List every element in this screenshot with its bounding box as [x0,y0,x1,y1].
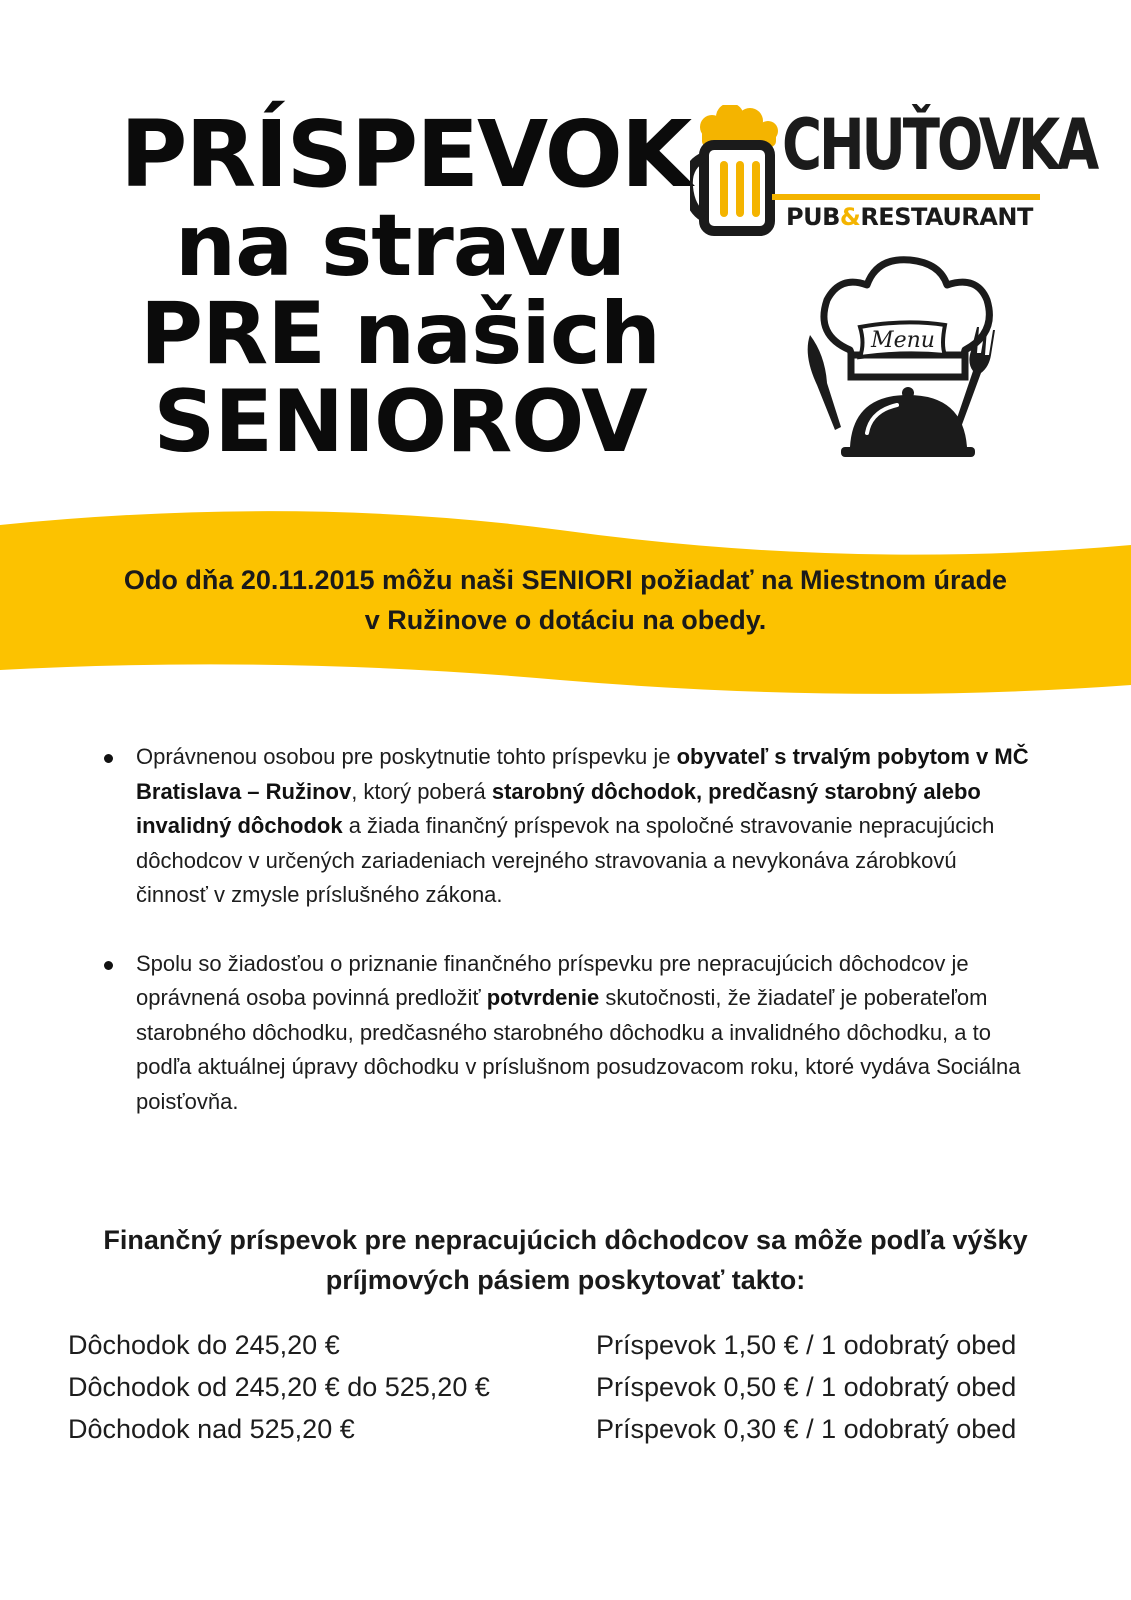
table-row [68,1408,1058,1450]
announcement-banner [40,560,1091,640]
contribution-rates [68,1324,1058,1450]
eligibility-list [100,740,1030,1153]
income-band: Dôchodok nad 525,20 € [68,1414,355,1444]
list-item: Oprávnenou osobou pre poskytnutie tohto príspevku je obyvateľ s trvalým pobytom v MČ Bratislava – Ružinov, ktorý poberá starobný dôchodok, predčasný starobný alebo invalidný dôchodok a žiada finančný príspevok na spoločné stravovanie nepracujúcich dôchodcov v určených zariadeniach verejného stravovania a nevykonáva zárobkovú činnosť v zmysle príslušného zákona. [100,740,1030,913]
logo-name: CHUŤOVKA [782,104,1097,186]
title-line-1: PRÍSPEVOK [120,101,691,208]
income-band: Dôchodok do 245,20 € [68,1330,340,1360]
list-item: Spolu so žiadosťou o priznanie finančného príspevku pre nepracujúcich dôchodcov je oprávnená osoba povinná predložiť potvrdenie skutočnosti, že žiadateľ je poberateľom starobného dôchodku, predčasného starobného dôchodku a invalidného dôchodku, a to podľa aktuálnej úpravy dôchodku v príslušnom posudzovacom roku, ktoré vydáva Sociálna poisťovňa. [100,947,1030,1120]
table-row [68,1366,1058,1408]
contribution-amount: Príspevok 0,30 € / 1 odobratý obed [596,1414,1017,1444]
bullet-icon [104,754,113,763]
title-line-3: PRE našich [139,284,661,384]
table-row [68,1324,1058,1366]
poster-title [120,101,691,472]
bullet-icon [104,961,113,970]
menu-label: Menu [871,328,935,353]
contribution-amount: Príspevok 0,50 € / 1 odobratý obed [596,1372,1017,1402]
financial-heading: Finančný príspevok pre nepracujúcich dôchodcov sa môže podľa výšky príjmových pásiem poskytovať takto: [103,1225,1028,1295]
title-line-4: SENIOROV [153,372,647,472]
contribution-amount: Príspevok 1,50 € / 1 odobratý obed [596,1330,1017,1360]
banner-line-1: Odo dňa 20.11.2015 môžu naši SENIORI požiadať na Miestnom úrade [123,565,1008,595]
logo-subtitle: PUB&RESTAURANT [786,203,1033,231]
chef-hat-menu-icon [805,255,1025,475]
title-line-2: na stravu [174,196,626,296]
banner-line-2: v Ružinove o dotáciu na obedy. [364,605,767,635]
income-band: Dôchodok od 245,20 € do 525,20 € [68,1372,490,1402]
